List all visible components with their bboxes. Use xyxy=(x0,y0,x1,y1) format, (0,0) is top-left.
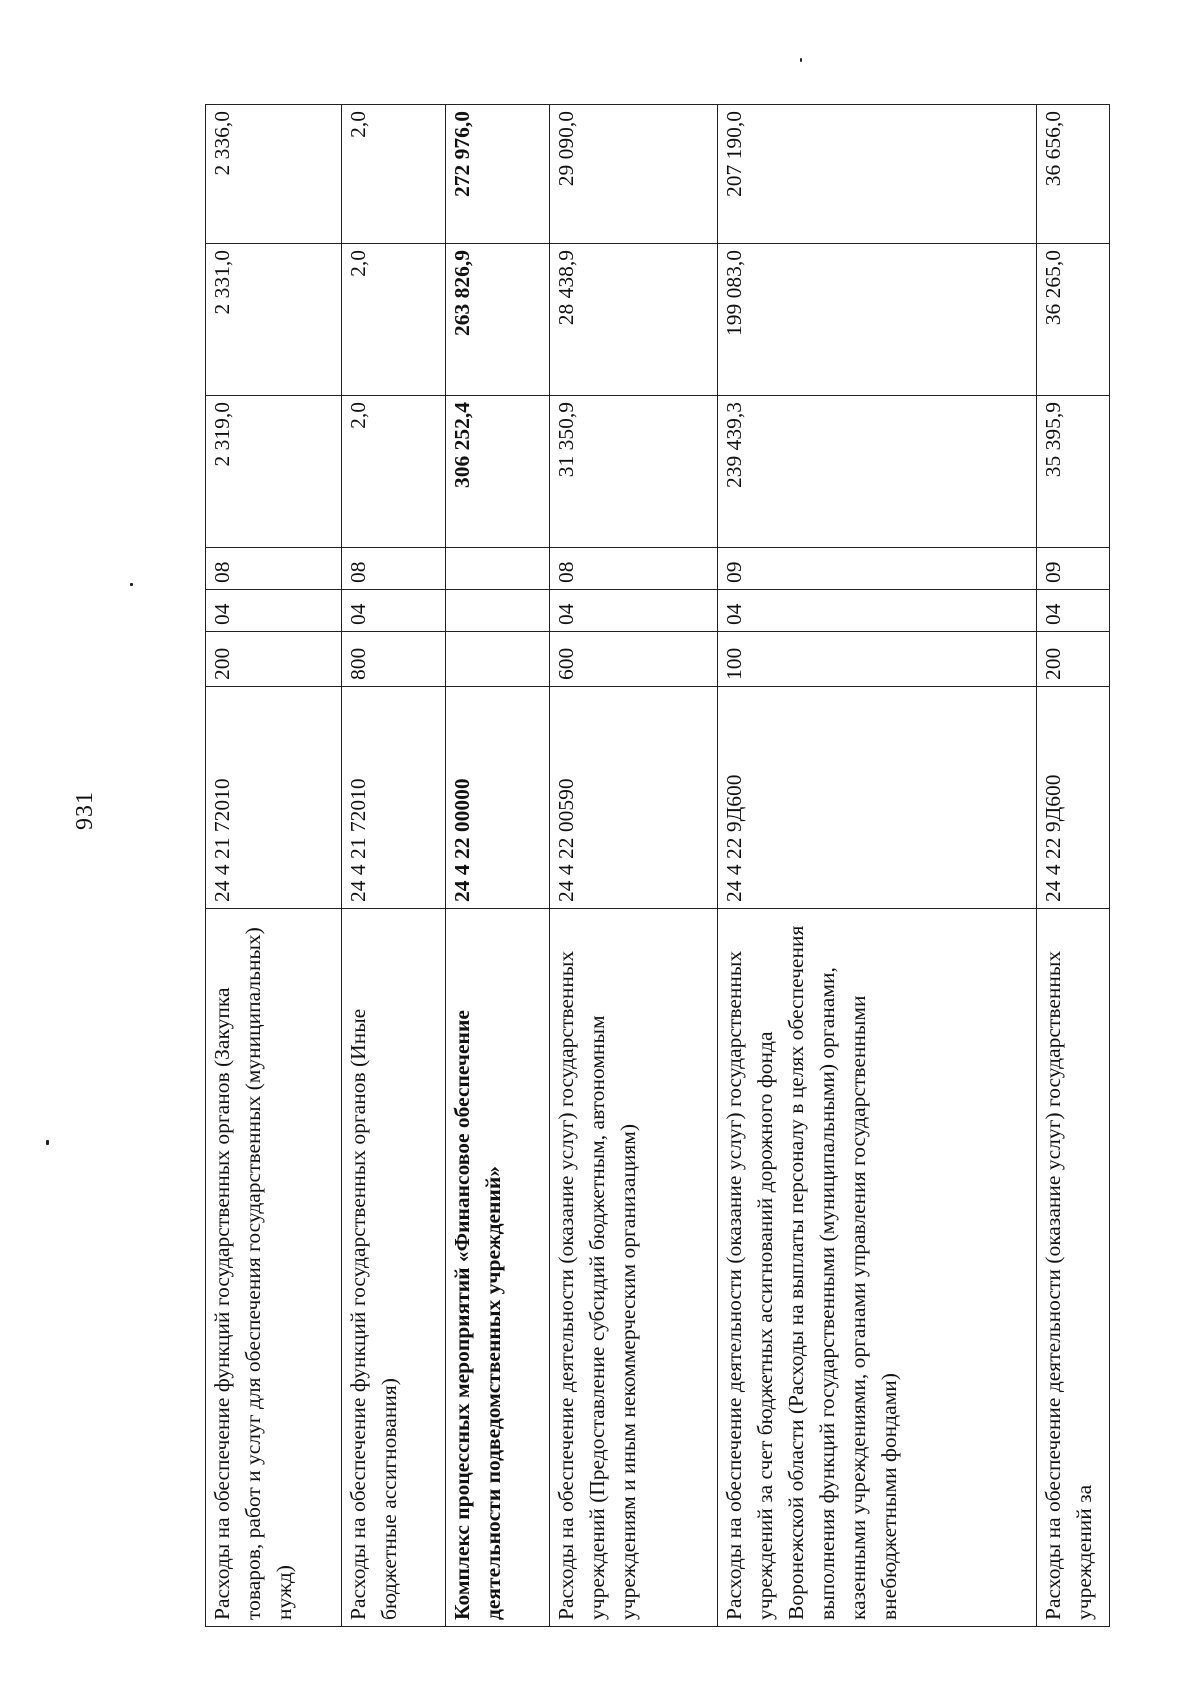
row-pr: 08 xyxy=(342,548,446,590)
row-value-2026: 29 090,0 xyxy=(549,105,718,244)
row-vr xyxy=(445,632,549,687)
row-value-2024: 2 319,0 xyxy=(206,396,342,548)
row-value-2024: 2,0 xyxy=(342,396,446,548)
row-rz: 04 xyxy=(718,590,1037,632)
row-rz xyxy=(445,590,549,632)
scan-speck xyxy=(130,583,133,586)
row-description: Расходы на обеспечение деятельности (оказание услуг) государственных учреждений за счет бюджетных ассигнований дорожного фонда Воронежской области (Расходы на выплаты персоналу в целях обеспечения выполнения функций государственными (муниципальными) органами, казенными учреждениями, органами управления государственными внебюджетными фондами) xyxy=(718,909,1037,1627)
table-row xyxy=(718,105,1037,1627)
row-rz: 04 xyxy=(206,590,342,632)
row-value-2025: 199 083,0 xyxy=(718,244,1037,396)
row-value-2026: 36 656,0 xyxy=(1037,105,1110,244)
table-row xyxy=(206,105,342,1627)
row-description: Расходы на обеспечение деятельности (оказание услуг) государственных учреждений за xyxy=(1037,909,1110,1627)
row-code: 24 4 21 72010 xyxy=(342,687,446,909)
row-description: Расходы на обеспечение функций государственных органов (Иные бюджетные ассигнования) xyxy=(342,909,446,1627)
row-value-2026: 272 976,0 xyxy=(445,105,549,244)
row-value-2026: 2,0 xyxy=(342,105,446,244)
row-value-2026: 207 190,0 xyxy=(718,105,1037,244)
row-pr: 08 xyxy=(206,548,342,590)
table-row xyxy=(445,105,549,1627)
row-code: 24 4 22 00000 xyxy=(445,687,549,909)
row-vr: 200 xyxy=(206,632,342,687)
row-value-2024: 31 350,9 xyxy=(549,396,718,548)
row-code: 24 4 22 9Д600 xyxy=(718,687,1037,909)
table-row xyxy=(549,105,718,1627)
row-value-2025: 2 331,0 xyxy=(206,244,342,396)
row-description: Расходы на обеспечение функций государственных органов (Закупка товаров, работ и услуг для обеспечения государственных (муниципальных) нужд) xyxy=(206,909,342,1627)
page-number: 931 xyxy=(72,791,98,830)
row-rz: 04 xyxy=(342,590,446,632)
row-rz: 04 xyxy=(1037,590,1110,632)
row-value-2025: 28 438,9 xyxy=(549,244,718,396)
row-code: 24 4 21 72010 xyxy=(206,687,342,909)
row-pr: 09 xyxy=(1037,548,1110,590)
row-pr xyxy=(445,548,549,590)
row-value-2024: 306 252,4 xyxy=(445,396,549,548)
row-description: Комплекс процессных мероприятий «Финансовое обеспечение деятельности подведомственных учреждений» xyxy=(445,909,549,1627)
row-vr: 100 xyxy=(718,632,1037,687)
row-rz: 04 xyxy=(549,590,718,632)
row-pr: 08 xyxy=(549,548,718,590)
row-pr: 09 xyxy=(718,548,1037,590)
row-description: Расходы на обеспечение деятельности (оказание услуг) государственных учреждений (Предоставление субсидий бюджетным, автономным учреждениям и иным некоммерческим организациям) xyxy=(549,909,718,1627)
row-value-2026: 2 336,0 xyxy=(206,105,342,244)
row-vr: 800 xyxy=(342,632,446,687)
table-row xyxy=(342,105,446,1627)
row-code: 24 4 22 00590 xyxy=(549,687,718,909)
scan-speck xyxy=(46,1140,49,1145)
row-value-2024: 35 395,9 xyxy=(1037,396,1110,548)
scan-speck xyxy=(800,58,802,62)
rotated-budget-table xyxy=(205,105,1110,1627)
row-value-2025: 263 826,9 xyxy=(445,244,549,396)
row-vr: 200 xyxy=(1037,632,1110,687)
budget-table xyxy=(205,104,1110,1627)
row-vr: 600 xyxy=(549,632,718,687)
row-value-2024: 239 439,3 xyxy=(718,396,1037,548)
table-row xyxy=(1037,105,1110,1627)
row-value-2025: 36 265,0 xyxy=(1037,244,1110,396)
row-value-2025: 2,0 xyxy=(342,244,446,396)
row-code: 24 4 22 9Д600 xyxy=(1037,687,1110,909)
